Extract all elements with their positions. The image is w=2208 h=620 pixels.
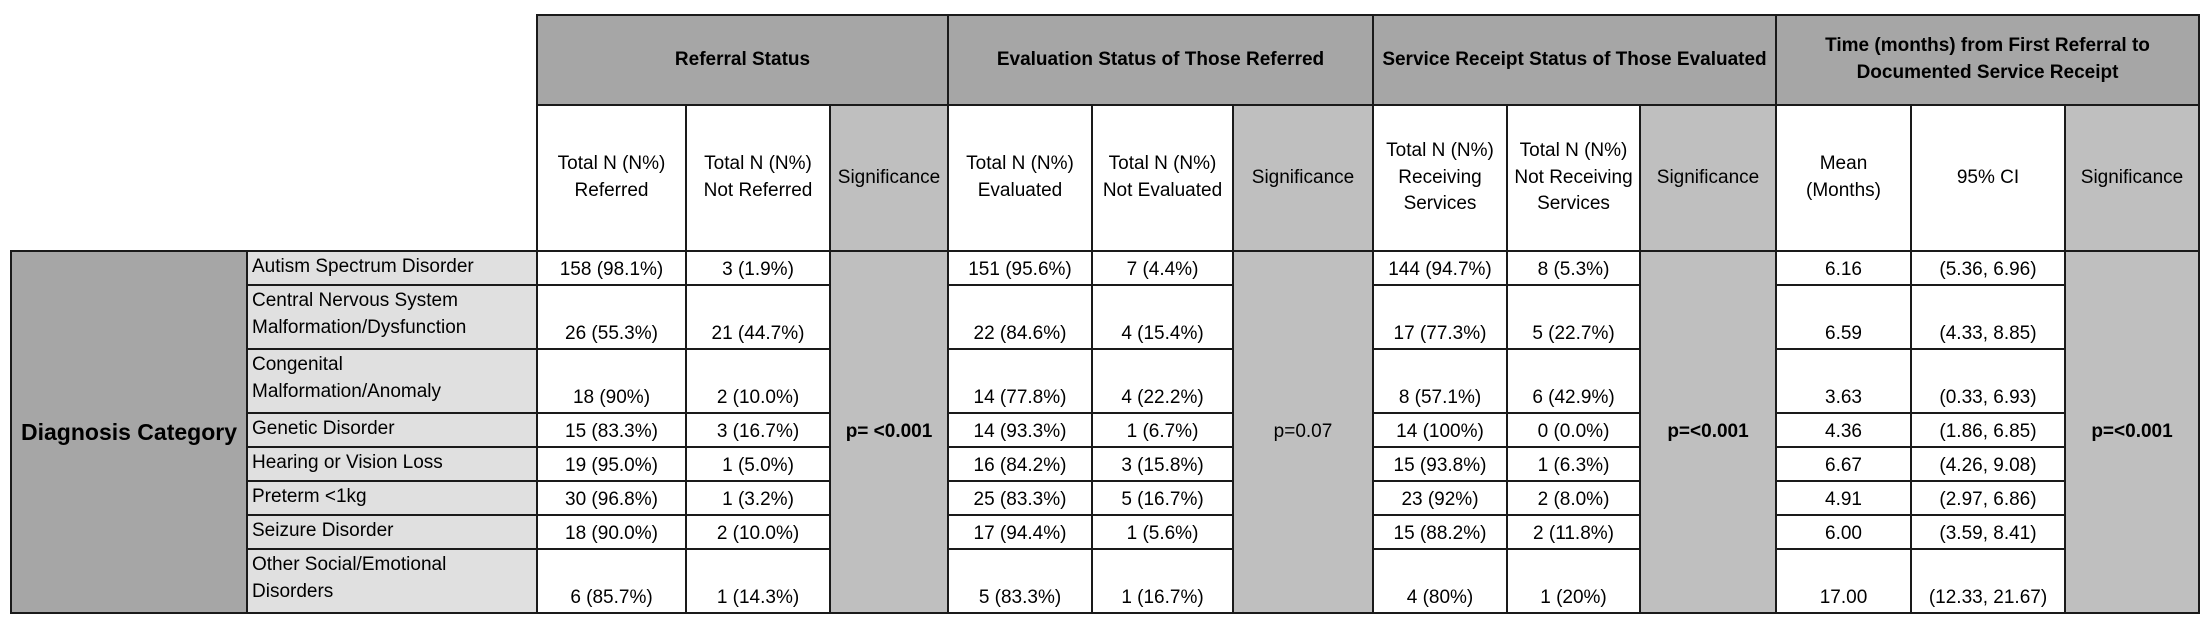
cell-evaluated: 151 (95.6%) <box>948 251 1092 285</box>
cell-receiving: 144 (94.7%) <box>1373 251 1507 285</box>
row-label: Seizure Disorder <box>247 515 537 549</box>
cell-not-receiving: 0 (0.0%) <box>1507 413 1640 447</box>
col-header-significance: Significance <box>1233 105 1373 251</box>
row-label: Central Nervous System Malformation/Dysfunction <box>247 285 537 349</box>
cell-95-ci: (5.36, 6.96) <box>1911 251 2065 285</box>
cell-not-receiving: 6 (42.9%) <box>1507 349 1640 413</box>
cell-evaluated: 22 (84.6%) <box>948 285 1092 349</box>
col-header-receiving: Total N (N%) Receiving Services <box>1373 105 1507 251</box>
cell-referred: 19 (95.0%) <box>537 447 686 481</box>
cell-95-ci: (4.33, 8.85) <box>1911 285 2065 349</box>
table-row <box>11 349 2199 413</box>
cell-not-evaluated: 1 (16.7%) <box>1092 549 1233 613</box>
cell-referred: 15 (83.3%) <box>537 413 686 447</box>
cell-not-referred: 1 (14.3%) <box>686 549 830 613</box>
cell-referred: 26 (55.3%) <box>537 285 686 349</box>
cell-evaluated: 14 (77.8%) <box>948 349 1092 413</box>
col-header-significance: Significance <box>2065 105 2199 251</box>
cell-not-referred: 21 (44.7%) <box>686 285 830 349</box>
cell-95-ci: (0.33, 6.93) <box>1911 349 2065 413</box>
cell-not-evaluated: 1 (5.6%) <box>1092 515 1233 549</box>
cell-evaluated: 14 (93.3%) <box>948 413 1092 447</box>
cell-95-ci: (3.59, 8.41) <box>1911 515 2065 549</box>
col-header-mean: Mean (Months) <box>1776 105 1911 251</box>
cell-receiving: 23 (92%) <box>1373 481 1507 515</box>
cell-not-evaluated: 5 (16.7%) <box>1092 481 1233 515</box>
cell-not-receiving: 8 (5.3%) <box>1507 251 1640 285</box>
cell-not-receiving: 1 (6.3%) <box>1507 447 1640 481</box>
group-header-referral: Referral Status <box>537 15 948 105</box>
cell-not-evaluated: 4 (15.4%) <box>1092 285 1233 349</box>
cell-95-ci: (2.97, 6.86) <box>1911 481 2065 515</box>
table-row <box>11 413 2199 447</box>
significance-value: p=<0.001 <box>1640 251 1776 613</box>
significance-value: p=<0.001 <box>2065 251 2199 613</box>
cell-mean-months: 6.59 <box>1776 285 1911 349</box>
cell-referred: 6 (85.7%) <box>537 549 686 613</box>
diagnosis-category-label: Diagnosis Category <box>11 251 247 613</box>
cell-mean-months: 4.91 <box>1776 481 1911 515</box>
row-label: Preterm <1kg <box>247 481 537 515</box>
cell-referred: 18 (90.0%) <box>537 515 686 549</box>
cell-evaluated: 16 (84.2%) <box>948 447 1092 481</box>
cell-mean-months: 6.67 <box>1776 447 1911 481</box>
cell-receiving: 14 (100%) <box>1373 413 1507 447</box>
col-header-significance: Significance <box>1640 105 1776 251</box>
col-header-not-referred: Total N (N%) Not Referred <box>686 105 830 251</box>
cell-not-referred: 3 (16.7%) <box>686 413 830 447</box>
cell-not-referred: 1 (3.2%) <box>686 481 830 515</box>
col-header-ci: 95% CI <box>1911 105 2065 251</box>
results-table <box>10 14 2200 614</box>
table-row <box>11 285 2199 349</box>
cell-mean-months: 17.00 <box>1776 549 1911 613</box>
significance-value: p=0.07 <box>1233 251 1373 613</box>
cell-referred: 158 (98.1%) <box>537 251 686 285</box>
cell-referred: 18 (90%) <box>537 349 686 413</box>
cell-not-receiving: 5 (22.7%) <box>1507 285 1640 349</box>
cell-receiving: 17 (77.3%) <box>1373 285 1507 349</box>
table-row <box>11 447 2199 481</box>
cell-95-ci: (1.86, 6.85) <box>1911 413 2065 447</box>
row-label: Autism Spectrum Disorder <box>247 251 537 285</box>
blank-corner <box>11 15 537 105</box>
cell-receiving: 4 (80%) <box>1373 549 1507 613</box>
cell-evaluated: 25 (83.3%) <box>948 481 1092 515</box>
cell-receiving: 15 (88.2%) <box>1373 515 1507 549</box>
col-header-significance: Significance <box>830 105 948 251</box>
group-header-evaluation: Evaluation Status of Those Referred <box>948 15 1373 105</box>
cell-receiving: 15 (93.8%) <box>1373 447 1507 481</box>
cell-not-referred: 2 (10.0%) <box>686 349 830 413</box>
cell-referred: 30 (96.8%) <box>537 481 686 515</box>
cell-not-evaluated: 7 (4.4%) <box>1092 251 1233 285</box>
table-row <box>11 251 2199 285</box>
cell-mean-months: 6.00 <box>1776 515 1911 549</box>
row-label: Congenital Malformation/Anomaly <box>247 349 537 413</box>
cell-not-referred: 1 (5.0%) <box>686 447 830 481</box>
group-header-time: Time (months) from First Referral to Documented Service Receipt <box>1776 15 2199 105</box>
table-row <box>11 481 2199 515</box>
cell-evaluated: 5 (83.3%) <box>948 549 1092 613</box>
cell-not-referred: 2 (10.0%) <box>686 515 830 549</box>
significance-value: p= <0.001 <box>830 251 948 613</box>
table-row <box>11 515 2199 549</box>
col-header-referred: Total N (N%) Referred <box>537 105 686 251</box>
cell-not-receiving: 1 (20%) <box>1507 549 1640 613</box>
row-label: Genetic Disorder <box>247 413 537 447</box>
cell-not-evaluated: 4 (22.2%) <box>1092 349 1233 413</box>
cell-mean-months: 4.36 <box>1776 413 1911 447</box>
cell-not-evaluated: 1 (6.7%) <box>1092 413 1233 447</box>
col-header-evaluated: Total N (N%) Evaluated <box>948 105 1092 251</box>
cell-not-referred: 3 (1.9%) <box>686 251 830 285</box>
cell-not-evaluated: 3 (15.8%) <box>1092 447 1233 481</box>
blank-corner <box>11 105 537 251</box>
row-label: Other Social/Emotional Disorders <box>247 549 537 613</box>
cell-mean-months: 3.63 <box>1776 349 1911 413</box>
cell-95-ci: (4.26, 9.08) <box>1911 447 2065 481</box>
cell-not-receiving: 2 (8.0%) <box>1507 481 1640 515</box>
cell-receiving: 8 (57.1%) <box>1373 349 1507 413</box>
cell-evaluated: 17 (94.4%) <box>948 515 1092 549</box>
cell-95-ci: (12.33, 21.67) <box>1911 549 2065 613</box>
cell-mean-months: 6.16 <box>1776 251 1911 285</box>
cell-not-receiving: 2 (11.8%) <box>1507 515 1640 549</box>
table-row <box>11 549 2199 613</box>
col-header-not-evaluated: Total N (N%) Not Evaluated <box>1092 105 1233 251</box>
group-header-service-receipt: Service Receipt Status of Those Evaluated <box>1373 15 1776 105</box>
col-header-not-receiving: Total N (N%) Not Receiving Services <box>1507 105 1640 251</box>
row-label: Hearing or Vision Loss <box>247 447 537 481</box>
